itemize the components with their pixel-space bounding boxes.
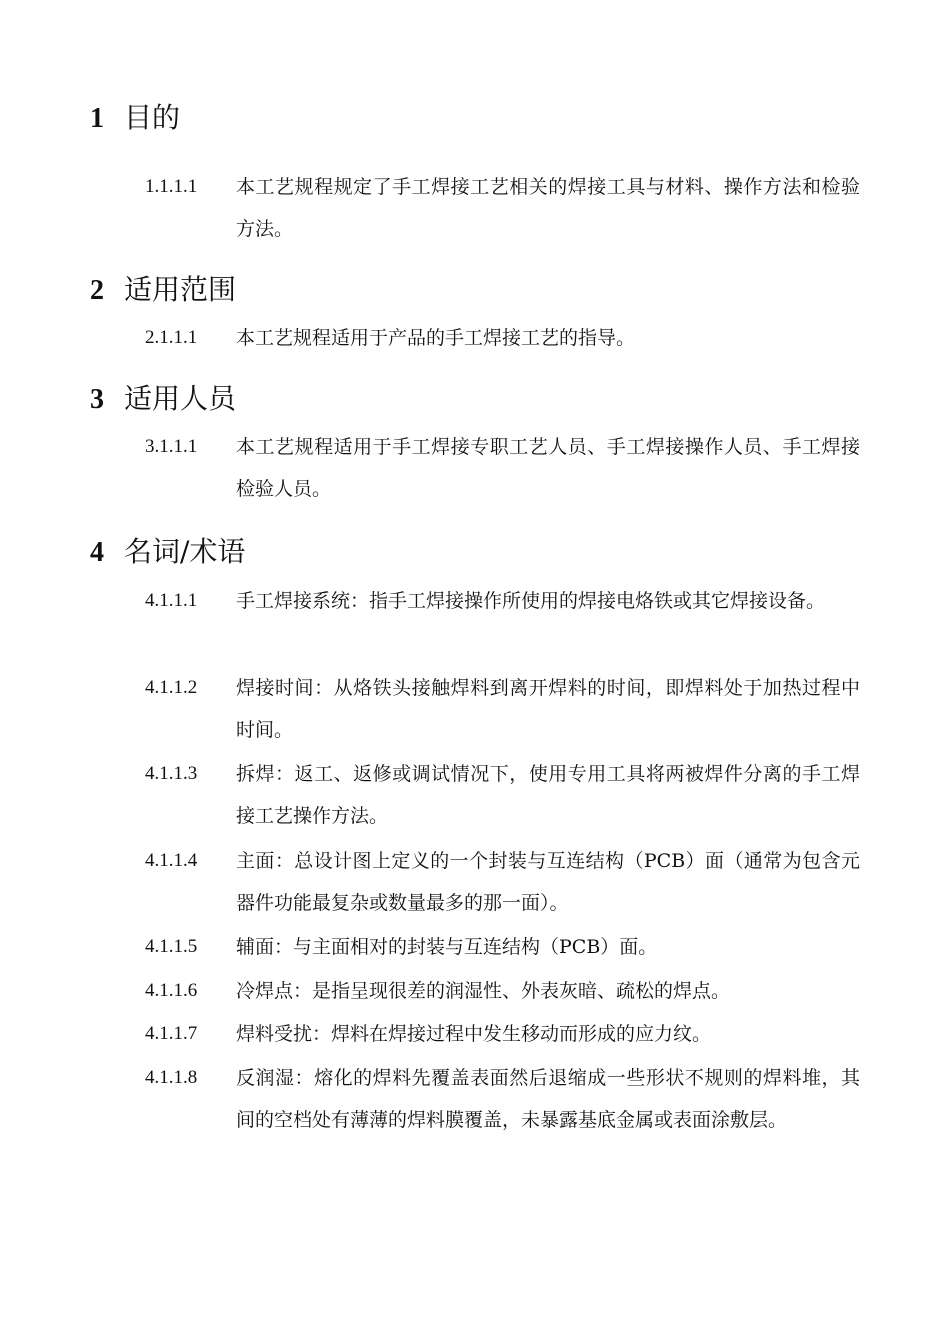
clause-number: 4.1.1.5 <box>145 936 198 957</box>
clause-4-1-1-5 <box>145 926 860 968</box>
section-number: 2 <box>90 275 104 306</box>
section-1-heading <box>90 100 180 137</box>
clause-text: 冷焊点：是指呈现很差的润湿性、外表灰暗、疏松的焊点。 <box>236 980 731 1002</box>
section-title: 目的 <box>124 101 181 134</box>
section-number: 4 <box>90 537 104 568</box>
clause-number: 1.1.1.1 <box>145 176 198 197</box>
clause-4-1-1-2 <box>145 667 860 751</box>
clause-text: 本工艺规程适用于手工焊接专职工艺人员、手工焊接操作人员、手工焊接检验人员。 <box>236 436 860 500</box>
section-2-heading <box>90 272 236 309</box>
section-title: 适用人员 <box>124 382 237 415</box>
clause-4-1-1-4 <box>145 840 860 924</box>
clause-text: 反润湿：熔化的焊料先覆盖表面然后退缩成一些形状不规则的焊料堆，其间的空档处有薄薄的焊料膜覆盖，未暴露基底金属或表面涂敷层。 <box>236 1067 860 1131</box>
section-number: 3 <box>90 384 104 415</box>
clause-4-1-1-1 <box>145 580 860 622</box>
clause-number: 4.1.1.2 <box>145 677 198 698</box>
clause-number: 2.1.1.1 <box>145 327 198 348</box>
clause-number: 4.1.1.7 <box>145 1023 198 1044</box>
clause-text: 焊接时间：从烙铁头接触焊料到离开焊料的时间，即焊料处于加热过程中时间。 <box>236 677 860 741</box>
section-title: 名词/术语 <box>124 535 246 568</box>
clause-4-1-1-8 <box>145 1057 860 1141</box>
clause-text: 手工焊接系统：指手工焊接操作所使用的焊接电烙铁或其它焊接设备。 <box>236 590 826 612</box>
section-title: 适用范围 <box>124 273 237 306</box>
clause-text: 拆焊：返工、返修或调试情况下，使用专用工具将两被焊件分离的手工焊接工艺操作方法。 <box>236 763 860 827</box>
clause-4-1-1-3 <box>145 753 860 837</box>
clause-number: 4.1.1.8 <box>145 1067 198 1088</box>
clause-number: 4.1.1.6 <box>145 980 198 1001</box>
clause-4-1-1-6 <box>145 970 860 1012</box>
clause-text: 本工艺规程适用于产品的手工焊接工艺的指导。 <box>236 327 636 349</box>
section-number: 1 <box>90 103 104 134</box>
clause-text: 焊料受扰：焊料在焊接过程中发生移动而形成的应力纹。 <box>236 1023 712 1045</box>
clause-number: 4.1.1.4 <box>145 850 198 871</box>
clause-number: 4.1.1.1 <box>145 590 198 611</box>
clause-1-1-1-1 <box>145 166 860 250</box>
clause-text: 辅面：与主面相对的封装与互连结构（PCB）面。 <box>236 936 658 958</box>
clause-text: 主面：总设计图上定义的一个封装与互连结构（PCB）面（通常为包含元器件功能最复杂或数量最多的那一面）。 <box>236 850 860 914</box>
clause-number: 3.1.1.1 <box>145 436 198 457</box>
clause-text: 本工艺规程规定了手工焊接工艺相关的焊接工具与材料、操作方法和检验方法。 <box>236 176 860 240</box>
section-4-heading <box>90 534 245 571</box>
clause-3-1-1-1 <box>145 426 860 510</box>
clause-2-1-1-1 <box>145 317 860 359</box>
clause-number: 4.1.1.3 <box>145 763 198 784</box>
section-3-heading <box>90 381 236 418</box>
clause-4-1-1-7 <box>145 1013 860 1055</box>
